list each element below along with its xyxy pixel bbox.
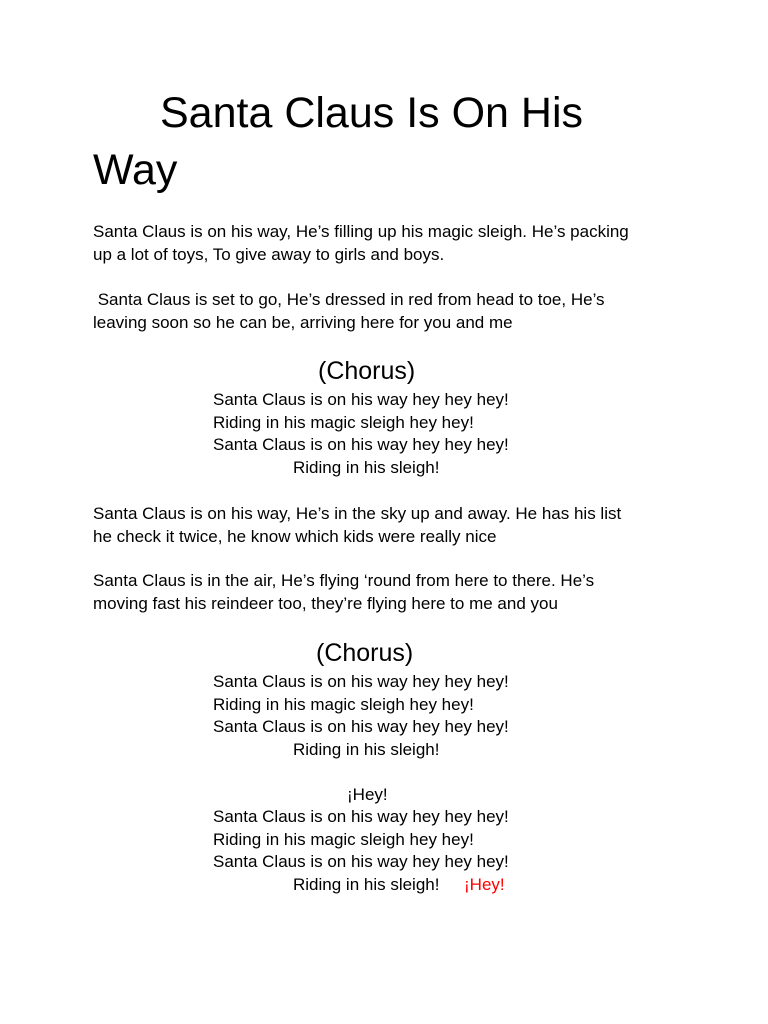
chorus-2-line-3: Santa Claus is on his way hey hey hey! [213, 717, 509, 736]
title-line-2: Way [93, 146, 178, 194]
chorus-1-line-2: Riding in his magic sleigh hey hey! [213, 413, 474, 432]
finale-line-3: Santa Claus is on his way hey hey hey! [213, 852, 509, 871]
chorus-2-line-4: Riding in his sleigh! [293, 740, 440, 759]
chorus-1-line-1: Santa Claus is on his way hey hey hey! [213, 390, 509, 409]
verse-3-line-2: he check it twice, he know which kids were really nice [93, 526, 497, 546]
verse-4 [93, 570, 683, 615]
verse-3-line-1: Santa Claus is on his way, He’s in the sky up and away. He has his list [93, 504, 622, 523]
chorus-1-heading: (Chorus) [318, 357, 416, 385]
chorus-2-line-2: Riding in his magic sleigh hey hey! [213, 695, 474, 714]
verse-2-line-1: Santa Claus is set to go, He’s dressed in red from head to toe, He’s [93, 290, 605, 309]
finale-line-4: Riding in his sleigh! [293, 875, 440, 894]
finale-line-1: Santa Claus is on his way hey hey hey! [213, 807, 509, 826]
verse-2-line-2: leaving soon so he can be, arriving here for you and me [93, 312, 513, 332]
verse-1 [93, 221, 683, 266]
verse-2 [93, 289, 683, 334]
verse-1-line-1: Santa Claus is on his way, He’s filling up his magic sleigh. He’s packing [93, 222, 629, 241]
finale-line-2: Riding in his magic sleigh hey hey! [213, 830, 474, 849]
finale-red-hey: ¡Hey! [464, 875, 505, 894]
chorus-2-line-1: Santa Claus is on his way hey hey hey! [213, 672, 509, 691]
verse-1-line-2: up a lot of toys, To give away to girls and boys. [93, 244, 445, 264]
finale-hey: ¡Hey! [347, 785, 388, 804]
verse-4-line-1: Santa Claus is in the air, He’s flying ‘round from here to there. He’s [93, 571, 595, 590]
verse-4-line-2: moving fast his reindeer too, they’re flying here to me and you [93, 593, 558, 613]
verse-3 [93, 503, 683, 548]
chorus-1-line-3: Santa Claus is on his way hey hey hey! [213, 435, 509, 454]
chorus-1-line-4: Riding in his sleigh! [293, 458, 440, 477]
title-line-1: Santa Claus Is On His [160, 89, 584, 137]
chorus-2-heading: (Chorus) [316, 639, 414, 667]
